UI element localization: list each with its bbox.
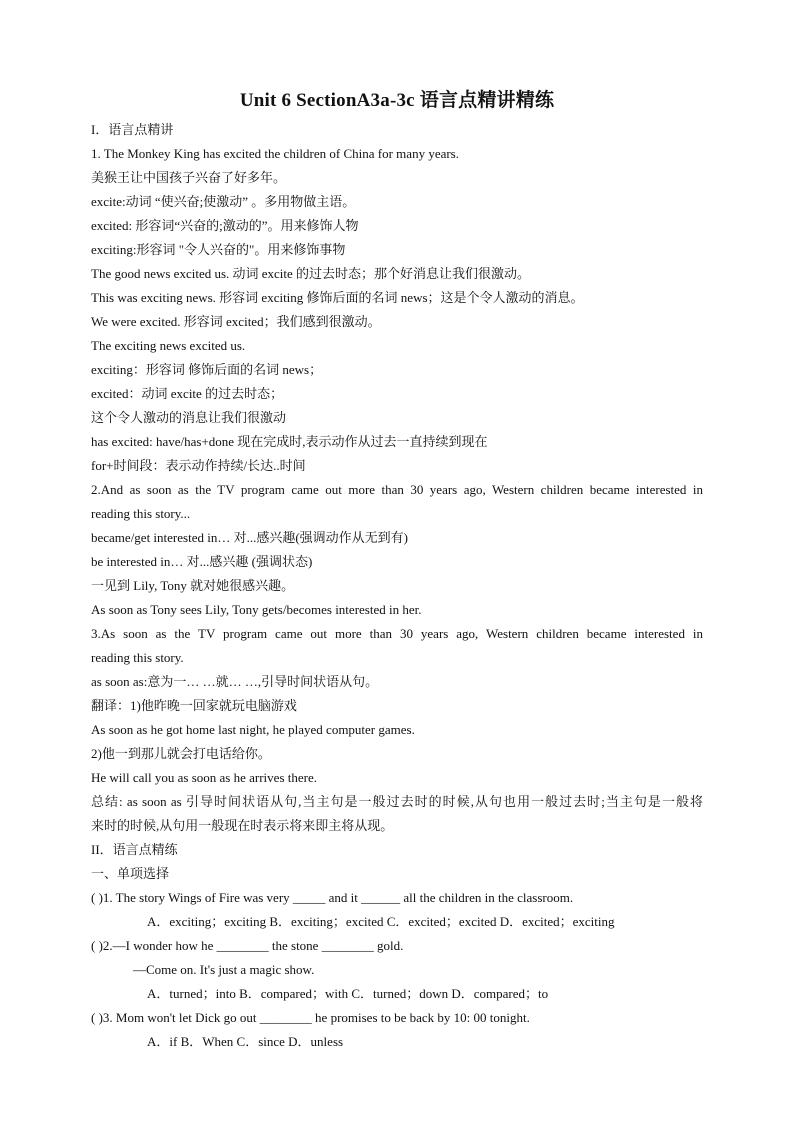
text-line: exciting:形容词 "令人兴奋的"。用来修饰事物 — [91, 242, 346, 257]
text-line: ( )3. Mom won't let Dick go out ________ he promises to be back by 10: 00 tonight. — [91, 1010, 530, 1025]
text-line: A．turned；into B．compared；with C．turned；down D．compared；to — [147, 986, 549, 1001]
text-line: excite:动词 “使兴奋;使激动” 。多用物做主语。 — [91, 194, 356, 209]
text-line: 一见到 Lily, Tony 就对她很感兴趣。 — [91, 578, 295, 593]
text-line: reading this story... — [91, 506, 191, 521]
text-line: for+时间段：表示动作持续/长达..时间 — [91, 458, 306, 473]
text-line: 1. The Monkey King has excited the children of China for many years. — [91, 146, 459, 161]
text-line: excited：动词 excite 的过去时态； — [91, 386, 284, 401]
text-line: 2)他一到那儿就会打电话给你。 — [91, 746, 271, 761]
text-line: be interested in… 对...感兴趣 (强调状态) — [91, 554, 313, 569]
text-line: II．语言点精练 — [91, 842, 178, 857]
text-line: As soon as Tony sees Lily, Tony gets/becomes interested in her. — [91, 602, 422, 617]
text-line: as soon as:意为一… …就… …,引导时间状语从句。 — [91, 674, 379, 689]
text-line: I．语言点精讲 — [91, 122, 174, 137]
text-line: The exciting news excited us. — [91, 338, 246, 353]
page-title: Unit 6 SectionA3a-3c 语言点精讲精练 — [239, 90, 555, 111]
text-line: exciting：形容词 修饰后面的名词 news； — [91, 362, 323, 377]
text-line: A．if B．When C．since D．unless — [147, 1034, 344, 1049]
text-line: The good news excited us. 动词 excite 的过去时态；那个好消息让我们很激动。 — [91, 266, 531, 281]
text-line: He will call you as soon as he arrives there. — [91, 770, 317, 785]
text-line: 翻译：1)他昨晚一回家就玩电脑游戏 — [91, 698, 297, 713]
text-line: excited: 形容词“兴奋的;激动的”。用来修饰人物 — [91, 218, 359, 233]
text-line: 这个令人激动的消息让我们很激动 — [91, 410, 287, 425]
text-line: ( )2.—I wonder how he ________ the stone ________ gold. — [91, 938, 404, 953]
text-line: ( )1. The story Wings of Fire was very _____ and it ______ all the children in the classroom. — [91, 890, 574, 905]
text-line: has excited: have/has+done 现在完成时,表示动作从过去一直持续到现在 — [91, 434, 488, 449]
text-line: This was exciting news. 形容词 exciting 修饰后面的名词 news；这是个令人激动的消息。 — [91, 290, 584, 305]
text-line: 美猴王让中国孩子兴奋了好多年。 — [91, 170, 287, 185]
document-body — [91, 118, 703, 1054]
text-line: became/get interested in… 对...感兴趣(强调动作从无到有) — [91, 530, 408, 545]
text-line: reading this story. — [91, 650, 184, 665]
text-line: A．exciting；exciting B．exciting；excited C．excited；excited D．excited；exciting — [147, 914, 615, 929]
text-line: —Come on. It's just a magic show. — [133, 962, 315, 977]
text-line: 总结: as soon as 引导时间状语从句,当主句是一般过去时的时候,从句也用一般过去时;当主句是一般将 — [91, 794, 703, 809]
text-line: 3.As soon as the TV program came out more than 30 years ago, Western children became interested in — [91, 626, 703, 641]
text-line: As soon as he got home last night, he played computer games. — [91, 722, 415, 737]
text-line: 2.And as soon as the TV program came out more than 30 years ago, Western children became interested in — [91, 482, 703, 497]
text-line: We were excited. 形容词 excited；我们感到很激动。 — [91, 314, 381, 329]
text-line: 来时的时候,从句用一般现在时表示将来即主将从现。 — [91, 818, 394, 833]
text-line: 一、单项选择 — [91, 866, 170, 881]
